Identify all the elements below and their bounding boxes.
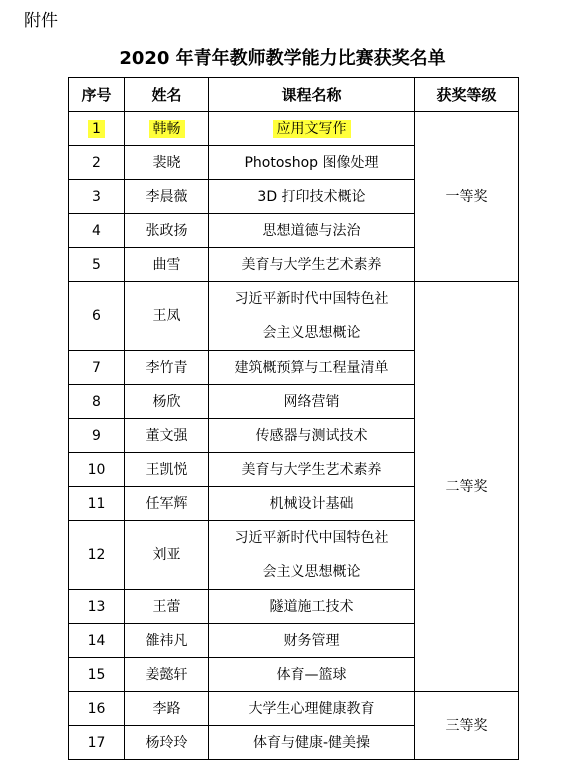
column-header-no: 序号 [69, 78, 125, 112]
column-header-name: 姓名 [125, 78, 209, 112]
cell-award-first: 一等奖 [415, 112, 519, 282]
cell-no: 16 [69, 692, 125, 726]
cell-no: 10 [69, 453, 125, 487]
cell-award-second: 二等奖 [415, 282, 519, 692]
cell-no: 3 [69, 180, 125, 214]
cell-course: 财务管理 [209, 624, 415, 658]
cell-no: 17 [69, 726, 125, 760]
highlight-no: 1 [88, 120, 105, 138]
cell-course: 网络营销 [209, 385, 415, 419]
cell-course: 3D 打印技术概论 [209, 180, 415, 214]
table-header-row [69, 78, 519, 112]
cell-name: 姜懿轩 [125, 658, 209, 692]
cell-course: 思想道德与法治 [209, 214, 415, 248]
cell-name: 杨欣 [125, 385, 209, 419]
cell-name: 任军辉 [125, 487, 209, 521]
cell-course: 大学生心理健康教育 [209, 692, 415, 726]
cell-no: 8 [69, 385, 125, 419]
cell-no: 5 [69, 248, 125, 282]
cell-course: 体育—篮球 [209, 658, 415, 692]
cell-name: 刘亚 [125, 521, 209, 590]
cell-course: 隧道施工技术 [209, 590, 415, 624]
cell-no: 14 [69, 624, 125, 658]
cell-award-third: 三等奖 [415, 692, 519, 760]
cell-no: 11 [69, 487, 125, 521]
cell-course: 美育与大学生艺术素养 [209, 453, 415, 487]
course-line-2: 会主义思想概论 [262, 564, 361, 580]
cell-no: 12 [69, 521, 125, 590]
cell-course: 建筑概预算与工程量清单 [209, 351, 415, 385]
course-line-1: 习近平新时代中国特色社 [234, 530, 389, 546]
cell-name: 雒祎凡 [125, 624, 209, 658]
cell-course [209, 112, 415, 146]
cell-no: 9 [69, 419, 125, 453]
cell-no: 6 [69, 282, 125, 351]
cell-name: 李晨薇 [125, 180, 209, 214]
cell-name [125, 112, 209, 146]
cell-name: 张政扬 [125, 214, 209, 248]
cell-no: 15 [69, 658, 125, 692]
table-row [69, 282, 519, 351]
course-line-1: 习近平新时代中国特色社 [234, 291, 389, 307]
cell-no: 2 [69, 146, 125, 180]
cell-name: 王蕾 [125, 590, 209, 624]
cell-name: 李路 [125, 692, 209, 726]
column-header-course: 课程名称 [209, 78, 415, 112]
cell-name: 杨玲玲 [125, 726, 209, 760]
cell-course: 机械设计基础 [209, 487, 415, 521]
award-table [68, 77, 519, 760]
cell-name: 裴晓 [125, 146, 209, 180]
cell-name: 王凤 [125, 282, 209, 351]
highlight-course: 应用文写作 [273, 120, 351, 138]
table-row [69, 692, 519, 726]
cell-course [209, 282, 415, 351]
cell-course: Photoshop 图像处理 [209, 146, 415, 180]
cell-course: 体育与健康-健美操 [209, 726, 415, 760]
cell-name: 董文强 [125, 419, 209, 453]
cell-name: 李竹青 [125, 351, 209, 385]
attachment-label: 附件 [24, 11, 58, 31]
cell-name: 王凯悦 [125, 453, 209, 487]
cell-no [69, 112, 125, 146]
cell-course [209, 521, 415, 590]
cell-name: 曲雪 [125, 248, 209, 282]
page-title: 2020 年青年教师教学能力比赛获奖名单 [119, 48, 446, 69]
cell-no: 13 [69, 590, 125, 624]
course-line-2: 会主义思想概论 [262, 325, 361, 341]
cell-no: 4 [69, 214, 125, 248]
table-row [69, 112, 519, 146]
cell-course: 传感器与测试技术 [209, 419, 415, 453]
cell-course: 美育与大学生艺术素养 [209, 248, 415, 282]
highlight-name: 韩畅 [149, 120, 185, 138]
cell-no: 7 [69, 351, 125, 385]
column-header-award: 获奖等级 [415, 78, 519, 112]
